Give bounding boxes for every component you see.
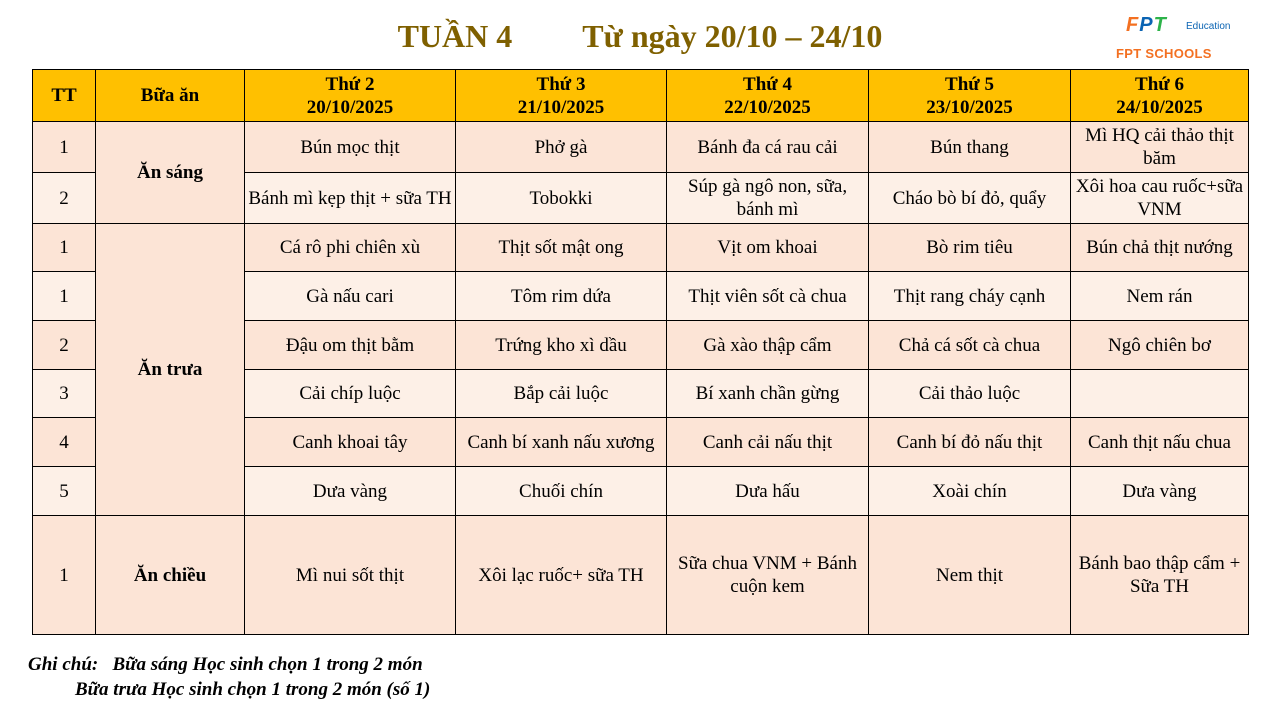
menu-cell: Nem rán	[1071, 272, 1249, 321]
row-number: 2	[33, 321, 96, 370]
fpt-education-logo	[1116, 10, 1250, 66]
menu-cell: Đậu om thịt bằm	[245, 321, 456, 370]
menu-cell: Cháo bò bí đỏ, quẩy	[869, 173, 1071, 224]
header-day-4: Thứ 5 23/10/2025	[869, 70, 1071, 122]
menu-cell: Dưa vàng	[1071, 467, 1249, 516]
meal-breakfast: Ăn sáng	[96, 122, 245, 224]
meal-afternoon: Ăn chiều	[96, 516, 245, 635]
row-number: 2	[33, 173, 96, 224]
menu-cell: Chả cá sốt cà chua	[869, 321, 1071, 370]
menu-cell: Dưa hấu	[667, 467, 869, 516]
menu-cell: Bún chả thịt nướng	[1071, 224, 1249, 272]
menu-cell: Mì HQ cải thảo thịt băm	[1071, 122, 1249, 173]
row-number: 1	[33, 122, 96, 173]
row-number: 1	[33, 224, 96, 272]
menu-cell: Cá rô phi chiên xù	[245, 224, 456, 272]
week-label: TUẦN 4	[397, 18, 513, 54]
note-line-1: Ghi chú: Bữa sáng Học sinh chọn 1 trong 2 món	[28, 654, 423, 675]
menu-cell: Súp gà ngô non, sữa, bánh mì	[667, 173, 869, 224]
menu-cell: Bún thang	[869, 122, 1071, 173]
weekly-menu-table	[32, 69, 1249, 635]
header-day-1: Thứ 2 20/10/2025	[245, 70, 456, 122]
menu-cell: Canh khoai tây	[245, 418, 456, 467]
menu-cell: Trứng kho xì dầu	[456, 321, 667, 370]
menu-cell: Bánh đa cá rau cải	[667, 122, 869, 173]
table-row	[33, 224, 1249, 272]
menu-cell: Phở gà	[456, 122, 667, 173]
header-day-2: Thứ 3 21/10/2025	[456, 70, 667, 122]
menu-cell: Canh bí xanh nấu xương	[456, 418, 667, 467]
menu-cell: Bánh mì kẹp thịt + sữa TH	[245, 173, 456, 224]
menu-cell: Bò rim tiêu	[869, 224, 1071, 272]
menu-cell: Canh cải nấu thịt	[667, 418, 869, 467]
row-number: 3	[33, 370, 96, 418]
menu-cell: Dưa vàng	[245, 467, 456, 516]
table-row	[33, 122, 1249, 173]
menu-cell: Cải thảo luộc	[869, 370, 1071, 418]
row-number: 1	[33, 272, 96, 321]
menu-cell: Nem thịt	[869, 516, 1071, 635]
logo-education-text: Education	[1186, 21, 1231, 32]
menu-cell: Cải chíp luộc	[245, 370, 456, 418]
menu-cell: Canh thịt nấu chua	[1071, 418, 1249, 467]
header-day-3: Thứ 4 22/10/2025	[667, 70, 869, 122]
menu-cell: Bí xanh chần gừng	[667, 370, 869, 418]
row-number: 1	[33, 516, 96, 635]
page-title	[0, 18, 1280, 55]
menu-cell: Gà nấu cari	[245, 272, 456, 321]
date-range: Từ ngày 20/10 – 24/10	[582, 18, 883, 54]
menu-cell: Sữa chua VNM + Bánh cuộn kem	[667, 516, 869, 635]
menu-cell: Thịt rang cháy cạnh	[869, 272, 1071, 321]
fpt-logo-mark: FPT	[1126, 14, 1167, 36]
menu-cell: Vịt om khoai	[667, 224, 869, 272]
menu-cell: Xôi hoa cau ruốc+sữa VNM	[1071, 173, 1249, 224]
menu-cell: Xôi lạc ruốc+ sữa TH	[456, 516, 667, 635]
menu-cell: Bắp cải luộc	[456, 370, 667, 418]
meal-lunch: Ăn trưa	[96, 224, 245, 516]
header-meal: Bữa ăn	[96, 70, 245, 122]
menu-cell: Xoài chín	[869, 467, 1071, 516]
header-day-5: Thứ 6 24/10/2025	[1071, 70, 1249, 122]
row-number: 5	[33, 467, 96, 516]
menu-cell: Tôm rim dứa	[456, 272, 667, 321]
table-header-row	[33, 70, 1249, 122]
menu-cell: Ngô chiên bơ	[1071, 321, 1249, 370]
menu-cell: Thịt sốt mật ong	[456, 224, 667, 272]
menu-cell: Canh bí đỏ nấu thịt	[869, 418, 1071, 467]
menu-cell	[1071, 370, 1249, 418]
row-number: 4	[33, 418, 96, 467]
menu-cell: Mì nui sốt thịt	[245, 516, 456, 635]
menu-cell: Bánh bao thập cẩm + Sữa TH	[1071, 516, 1249, 635]
notes	[28, 652, 430, 702]
menu-cell: Bún mọc thịt	[245, 122, 456, 173]
note-line-2: Bữa trưa Học sinh chọn 1 trong 2 món (số 1)	[75, 679, 431, 700]
menu-cell: Thịt viên sốt cà chua	[667, 272, 869, 321]
table-row	[33, 516, 1249, 635]
header-tt: TT	[33, 70, 96, 122]
logo-schools-text: FPT SCHOOLS	[1116, 46, 1212, 61]
menu-cell: Gà xào thập cẩm	[667, 321, 869, 370]
menu-cell: Chuối chín	[456, 467, 667, 516]
menu-cell: Tobokki	[456, 173, 667, 224]
